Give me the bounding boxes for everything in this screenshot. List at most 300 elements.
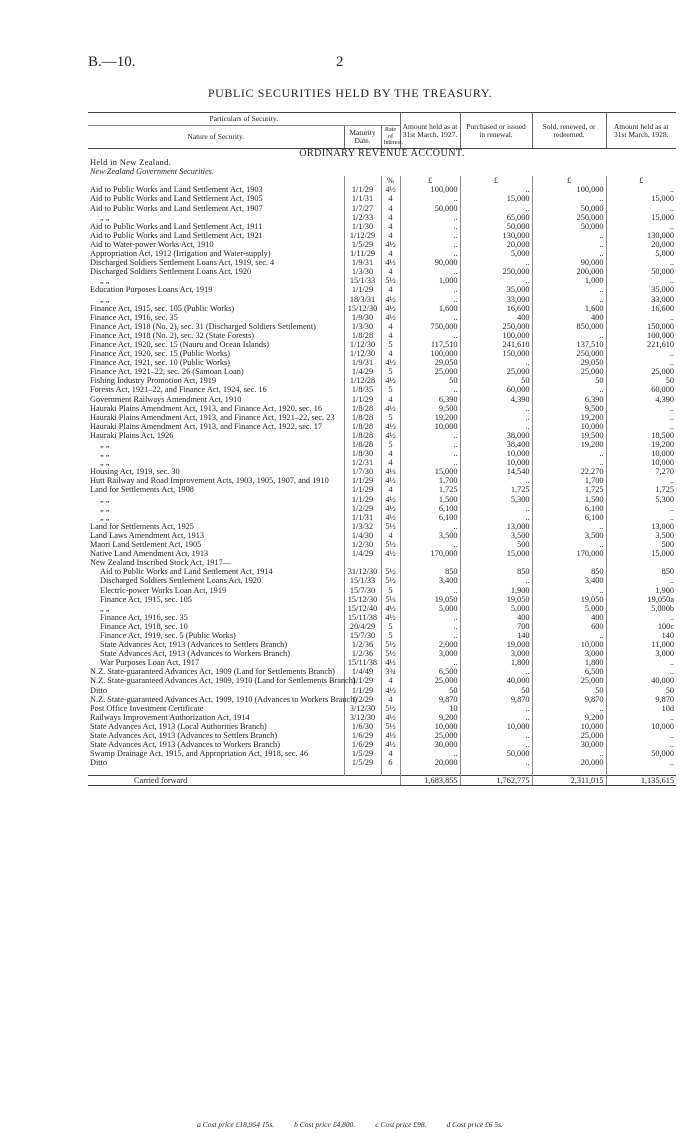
security-name: „ „ [100, 603, 110, 613]
security-name: Finance Act, 1918 (No. 2), sec. 32 (State Forests) [90, 330, 255, 340]
table-row [88, 485, 676, 494]
cell-purchased: .. [460, 413, 532, 422]
cell-maturity: 1/3/30 [344, 267, 381, 276]
cell-maturity: 15/11/38 [344, 658, 381, 667]
cell-maturity: 15/1/33 [344, 276, 381, 285]
cell-sold: 30,000 [532, 740, 606, 749]
cell-maturity: 1/1/29 [344, 485, 381, 494]
cell-rate: 4 [381, 267, 400, 276]
cell-held-1927: .. [400, 249, 460, 258]
cell-sold: 9,870 [532, 695, 606, 704]
security-name: Discharged Soldiers Settlement Loans Act, 1919, sec. 4 [90, 258, 275, 268]
table-row [88, 558, 676, 567]
cell-held-1927: 6,390 [400, 395, 460, 404]
security-name: Housing Act, 1919, sec. 30 [90, 467, 180, 477]
security-name: Maori Land Settlement Act, 1905 [90, 540, 202, 550]
cell-rate: 4½ [381, 513, 400, 522]
table-row [88, 749, 676, 758]
cell-held-1928: 9,870 [606, 695, 676, 704]
security-name: Aid to Public Works and Land Settlement Act, 1921 [90, 230, 263, 240]
security-name: „ „ [100, 212, 110, 222]
table-row [88, 522, 676, 531]
cell-sold: 29,050 [532, 358, 606, 367]
cell-held-1928: 10,000 [606, 722, 676, 731]
cell-sold: .. [532, 331, 606, 340]
cell-held-1928: 4,390 [606, 395, 676, 404]
cell-held-1928: .. [606, 758, 676, 767]
security-name: Swamp Drainage Act, 1915, and Appropriation Act, 1918, sec. 46 [90, 749, 308, 759]
cell-held-1928: 60,000 [606, 385, 676, 394]
cell-sold: 3,500 [532, 531, 606, 540]
cell-rate: 4 [381, 231, 400, 240]
units-row [88, 176, 676, 185]
cell-held-1928: 5,000 [606, 249, 676, 258]
cell-rate: 4 [381, 285, 400, 294]
table-row [88, 458, 676, 467]
table-row [88, 540, 676, 549]
cell-sold: 90,000 [532, 258, 606, 267]
cell-sold: 1,700 [532, 476, 606, 485]
cell-sold: 50 [532, 686, 606, 695]
cell-sold: 400 [532, 613, 606, 622]
cell-rate: 5 [381, 586, 400, 595]
cell-sold: .. [532, 631, 606, 640]
cell-purchased: 50,000 [460, 749, 532, 758]
cell-held-1927: .. [400, 313, 460, 322]
header-sold: Sold, renewed, or redeemed. [532, 113, 606, 149]
cell-sold: 1,800 [532, 658, 606, 667]
cell-maturity: 1/1/29 [344, 185, 381, 194]
cell-held-1928: .. [606, 313, 676, 322]
cell-maturity: 1/9/30 [344, 313, 381, 322]
security-name: N.Z. State-guaranteed Advances Act, 1909 (Land for Settlements Branch) [90, 667, 335, 677]
cell-sold: 10,000 [532, 722, 606, 731]
cell-purchased: 20,000 [460, 240, 532, 249]
table-row [88, 304, 676, 313]
table-row [88, 640, 676, 649]
cell-sold: 100,000 [532, 185, 606, 194]
cell-maturity: 1/5/29 [344, 758, 381, 767]
security-name: Finance Act, 1915, sec. 105 (Public Works) [90, 303, 235, 313]
table-row [88, 413, 676, 422]
cell-rate: 4 [381, 213, 400, 222]
cell-held-1927 [400, 558, 460, 567]
cell-held-1928: 500 [606, 540, 676, 549]
table-row [88, 631, 676, 640]
cell-held-1927: .. [400, 385, 460, 394]
cell-held-1927: 3,000 [400, 649, 460, 658]
cell-held-1927: 30,000 [400, 740, 460, 749]
cell-maturity: 1/5/29 [344, 749, 381, 758]
cell-rate: 4½ [381, 376, 400, 385]
cell-sold: .. [532, 449, 606, 458]
table-row [88, 604, 676, 613]
table-row [88, 667, 676, 676]
cell-rate: 4 [381, 485, 400, 494]
cell-held-1928: .. [606, 422, 676, 431]
cell-held-1928: 50,000 [606, 749, 676, 758]
cell-purchased: 3,000 [460, 649, 532, 658]
cell-maturity: 1/8/28 [344, 431, 381, 440]
security-name: „ „ [100, 458, 110, 468]
table-row [88, 313, 676, 322]
cell-sold: 1,600 [532, 304, 606, 313]
cell-purchased: 50,000 [460, 222, 532, 231]
total-row [88, 776, 676, 786]
cell-maturity: 1/2/33 [344, 213, 381, 222]
cell-purchased: 130,000 [460, 231, 532, 240]
total-sold: 2,311,015 [532, 776, 606, 786]
cell-maturity: 1/8/28 [344, 422, 381, 431]
cell-purchased: .. [460, 504, 532, 513]
table-row [88, 549, 676, 558]
security-name: Hauraki Plains Act, 1926 [90, 430, 174, 440]
cell-held-1927: 6,500 [400, 667, 460, 676]
table-row [88, 595, 676, 604]
cell-held-1928 [606, 558, 676, 567]
cell-held-1928: 18,500 [606, 431, 676, 440]
cell-held-1927: 19,050 [400, 595, 460, 604]
cell-held-1928: 25,000 [606, 367, 676, 376]
table-row [88, 422, 676, 431]
table-row [88, 513, 676, 522]
cell-maturity: 15/12/40 [344, 604, 381, 613]
cell-held-1928: 140 [606, 631, 676, 640]
security-name: „ „ [100, 503, 110, 513]
cell-purchased [460, 558, 532, 567]
header-held-1928: Amount held as at 31st March, 1928. [606, 113, 676, 149]
cell-maturity: 15/1/33 [344, 576, 381, 585]
cell-held-1927: 9,200 [400, 713, 460, 722]
cell-purchased: 150,000 [460, 349, 532, 358]
cell-sold: 850 [532, 567, 606, 576]
cell-held-1928: 50 [606, 376, 676, 385]
security-name: Discharged Soldiers Settlement Loans Act, 1920 [100, 576, 262, 586]
security-name: Hauraki Plains Amendment Act, 1913, and Finance Act, 1921–22, sec. 23 [90, 412, 335, 422]
cell-held-1927: 6,100 [400, 504, 460, 513]
cell-purchased: .. [460, 185, 532, 194]
cell-held-1927: 100,000 [400, 349, 460, 358]
table-row [88, 204, 676, 213]
cell-held-1927: 100,000 [400, 185, 460, 194]
cell-held-1927: .. [400, 222, 460, 231]
subsection-heading: Held in New Zealand. [90, 157, 172, 168]
cell-maturity: 15/11/38 [344, 613, 381, 622]
cell-rate: 4½ [381, 495, 400, 504]
table-row [88, 722, 676, 731]
cell-rate: 4½ [381, 467, 400, 476]
cell-sold: .. [532, 194, 606, 203]
security-name: Land for Settlements Act, 1908 [90, 485, 194, 495]
unit-held-1928: £ [606, 176, 676, 185]
cell-held-1928: 5,000b [606, 604, 676, 613]
security-name: State Advances Act, 1913 (Advances to Workers Branch) [100, 649, 290, 659]
cell-held-1927: .. [400, 431, 460, 440]
unit-held-1927: £ [400, 176, 460, 185]
cell-rate: 5½ [381, 567, 400, 576]
cell-held-1928: .. [606, 576, 676, 585]
cell-maturity: 15/12/30 [344, 595, 381, 604]
table-row [88, 467, 676, 476]
cell-purchased: 700 [460, 622, 532, 631]
cell-purchased: 5,300 [460, 495, 532, 504]
security-name: Fishing Industry Promotion Act, 1919 [90, 376, 217, 386]
cell-sold: .. [532, 240, 606, 249]
cell-purchased: 50 [460, 686, 532, 695]
cell-maturity: 1/3/32 [344, 522, 381, 531]
subsubsection-heading: New Zealand Government Securities. [90, 167, 214, 177]
cell-held-1927: 850 [400, 567, 460, 576]
cell-held-1928: .. [606, 513, 676, 522]
cell-sold: 50 [532, 376, 606, 385]
cell-purchased: 50 [460, 376, 532, 385]
cell-held-1928: 11,000 [606, 640, 676, 649]
cell-held-1928: 1,725 [606, 485, 676, 494]
table-row [88, 758, 676, 767]
cell-rate: 4½ [381, 258, 400, 267]
cell-maturity: 15/7/30 [344, 586, 381, 595]
table-row [88, 258, 676, 267]
cell-held-1928: .. [606, 404, 676, 413]
cell-rate: 4 [381, 695, 400, 704]
page-number: 2 [336, 54, 344, 70]
cell-maturity [344, 558, 381, 567]
cell-purchased: .. [460, 758, 532, 767]
cell-maturity: 1/7/27 [344, 204, 381, 213]
cell-purchased: 1,725 [460, 485, 532, 494]
cell-held-1928: .. [606, 740, 676, 749]
cell-held-1928: 13,000 [606, 522, 676, 531]
cell-maturity: 15/12/30 [344, 304, 381, 313]
cell-purchased: 500 [460, 540, 532, 549]
cell-held-1928: 40,000 [606, 676, 676, 685]
cell-rate: 5½ [381, 649, 400, 658]
cell-purchased: 5,000 [460, 249, 532, 258]
cell-held-1927: 25,000 [400, 367, 460, 376]
security-name: „ „ [100, 512, 110, 522]
cell-purchased: .. [460, 667, 532, 676]
security-name: Aid to Public Works and Land Settlement Act, 1911 [90, 221, 263, 231]
cell-sold: 25,000 [532, 676, 606, 685]
cell-held-1927: 25,000 [400, 731, 460, 740]
cell-rate: 4 [381, 449, 400, 458]
cell-held-1927: 1,500 [400, 495, 460, 504]
cell-maturity: 1/8/35 [344, 385, 381, 394]
cell-rate: 5½ [381, 640, 400, 649]
cell-maturity: 1/9/31 [344, 258, 381, 267]
footnote: d Cost price £6 5s. [446, 1120, 503, 1129]
cell-held-1927: .. [400, 522, 460, 531]
table-header [88, 113, 676, 149]
cell-held-1928: 19,200 [606, 440, 676, 449]
cell-held-1927: .. [400, 458, 460, 467]
cell-held-1927: 1,600 [400, 304, 460, 313]
security-name: Finance Act, 1919, sec. 5 (Public Works) [100, 630, 236, 640]
cell-held-1927: 29,050 [400, 358, 460, 367]
table-row [88, 349, 676, 358]
security-name: State Advances Act, 1913 (Advances to Workers Branch) [90, 740, 280, 750]
cell-held-1928: 5,300 [606, 495, 676, 504]
cell-held-1927: 50 [400, 376, 460, 385]
table-row [88, 695, 676, 704]
cell-sold: 50,000 [532, 204, 606, 213]
table-row [88, 713, 676, 722]
security-name: Finance Act, 1921–22, sec. 26 (Samoan Loan) [90, 367, 244, 377]
table-row [88, 586, 676, 595]
subsubsection-heading-row [88, 167, 676, 176]
cell-held-1928: 35,000 [606, 285, 676, 294]
cell-maturity: 1/7/30 [344, 467, 381, 476]
cell-held-1927: 50,000 [400, 204, 460, 213]
security-name: Hauraki Plains Amendment Act, 1913, and Finance Act, 1920, sec. 16 [90, 403, 323, 413]
cell-held-1928: .. [606, 476, 676, 485]
cell-maturity: 1/2/29 [344, 504, 381, 513]
cell-sold: .. [532, 522, 606, 531]
cell-sold: 850,000 [532, 322, 606, 331]
cell-maturity: 1/1/30 [344, 222, 381, 231]
cell-purchased: 4,390 [460, 395, 532, 404]
cell-held-1928: .. [606, 667, 676, 676]
table-body [88, 149, 676, 786]
table-row [88, 249, 676, 258]
cell-rate: 4½ [381, 304, 400, 313]
spacer-row [88, 767, 676, 776]
cell-maturity: 1/2/31 [344, 458, 381, 467]
cell-sold: 1,725 [532, 485, 606, 494]
cell-sold: 5,000 [532, 604, 606, 613]
cell-rate: 5½ [381, 576, 400, 585]
cell-maturity: 1/8/28 [344, 331, 381, 340]
cell-held-1927: .. [400, 658, 460, 667]
cell-sold: 3,400 [532, 576, 606, 585]
cell-purchased: 33,000 [460, 295, 532, 304]
cell-held-1927: 3,400 [400, 576, 460, 585]
cell-maturity: 1/8/30 [344, 449, 381, 458]
table-row [88, 613, 676, 622]
cell-sold: 250,000 [532, 349, 606, 358]
cell-purchased: 16,600 [460, 304, 532, 313]
cell-sold: 22,270 [532, 467, 606, 476]
cell-held-1927: .. [400, 749, 460, 758]
cell-purchased: .. [460, 704, 532, 713]
cell-purchased: .. [460, 404, 532, 413]
table-row [88, 231, 676, 240]
cell-maturity: 1/6/29 [344, 740, 381, 749]
cell-sold [532, 558, 606, 567]
cell-purchased: 5,000 [460, 604, 532, 613]
security-name: Hauraki Plains Amendment Act, 1913, and Finance Act, 1922, sec. 17 [90, 421, 323, 431]
cell-purchased: .. [460, 731, 532, 740]
footnote: c Cost price £98. [375, 1120, 427, 1129]
cell-purchased: 60,000 [460, 385, 532, 394]
cell-rate: 5½ [381, 722, 400, 731]
security-name: Land for Settlements Act, 1925 [90, 521, 194, 531]
cell-maturity: 1/6/29 [344, 731, 381, 740]
cell-sold: 1,500 [532, 495, 606, 504]
cell-purchased: 400 [460, 613, 532, 622]
cell-maturity: 1/2/29 [344, 695, 381, 704]
cell-sold: 9,500 [532, 404, 606, 413]
cell-held-1928: 850 [606, 567, 676, 576]
cell-sold: .. [532, 285, 606, 294]
header-nature: Nature of Security. [88, 126, 344, 149]
cell-maturity: 1/12/29 [344, 231, 381, 240]
cell-purchased: 38,000 [460, 431, 532, 440]
cell-rate: 5½ [381, 276, 400, 285]
cell-held-1927: .. [400, 622, 460, 631]
table-row [88, 322, 676, 331]
cell-held-1928: 33,000 [606, 295, 676, 304]
cell-rate: 4 [381, 458, 400, 467]
cell-maturity: 1/11/29 [344, 249, 381, 258]
cell-rate: 4½ [381, 731, 400, 740]
cell-held-1927: 10 [400, 704, 460, 713]
cell-sold: .. [532, 385, 606, 394]
header-purchased: Purchased or issued in renewal. [460, 113, 532, 149]
cell-held-1928: .. [606, 613, 676, 622]
cell-held-1928: 150,000 [606, 322, 676, 331]
cell-purchased: 38,400 [460, 440, 532, 449]
cell-held-1927: 2,000 [400, 640, 460, 649]
cell-maturity: 1/12/30 [344, 349, 381, 358]
security-name: Ditto [90, 685, 108, 695]
cell-rate: 4 [381, 322, 400, 331]
cell-sold: 6,500 [532, 667, 606, 676]
cell-purchased: 25,000 [460, 367, 532, 376]
table-row [88, 449, 676, 458]
cell-held-1928: .. [606, 349, 676, 358]
cell-held-1927: 6,100 [400, 513, 460, 522]
header-held-1927: Amount held as at 31st March, 1927. [400, 113, 460, 149]
cell-rate: 5½ [381, 704, 400, 713]
cell-held-1928: 16,600 [606, 304, 676, 313]
cell-maturity: 1/4/30 [344, 531, 381, 540]
cell-purchased: 40,000 [460, 676, 532, 685]
cell-sold: 250,000 [532, 213, 606, 222]
security-name: Hutt Railway and Road Improvement Acts, 1903, 1905, 1907, and 1910 [90, 476, 329, 486]
cell-maturity: 1/1/31 [344, 194, 381, 203]
cell-purchased: 15,000 [460, 194, 532, 203]
security-name: Appropriation Act, 1912 (Irrigation and Water-supply) [90, 249, 271, 259]
cell-rate: 4½ [381, 295, 400, 304]
document-code: B.—10. [88, 54, 136, 70]
table-row [88, 367, 676, 376]
unit-sold: £ [532, 176, 606, 185]
cell-rate: 4 [381, 749, 400, 758]
cell-purchased: .. [460, 422, 532, 431]
cell-held-1928: .. [606, 204, 676, 213]
cell-rate: 4 [381, 204, 400, 213]
unit-rate: % [381, 176, 400, 185]
security-name: Finance Act, 1915, sec. 105 [100, 594, 192, 604]
security-name: Ditto [90, 758, 108, 768]
cell-maturity: 1/1/29 [344, 285, 381, 294]
table-row [88, 440, 676, 449]
security-name: Finance Act, 1920, sec. 15 (Nauru and Ocean Islands) [90, 339, 270, 349]
cell-maturity: 1/8/28 [344, 404, 381, 413]
header-particulars: Particulars of Security. [88, 113, 400, 126]
cell-purchased: 400 [460, 313, 532, 322]
cell-rate: 6 [381, 758, 400, 767]
cell-held-1928: 10,000 [606, 458, 676, 467]
security-name: N.Z. State-guaranteed Advances Act, 1909, 1910 (Advances to Workers Branch) [90, 694, 358, 704]
cell-rate: 4 [381, 395, 400, 404]
cell-held-1927: 9,500 [400, 404, 460, 413]
cell-held-1928: .. [606, 276, 676, 285]
footnotes [0, 1120, 700, 1129]
cell-sold: .. [532, 704, 606, 713]
cell-sold: 1,000 [532, 276, 606, 285]
